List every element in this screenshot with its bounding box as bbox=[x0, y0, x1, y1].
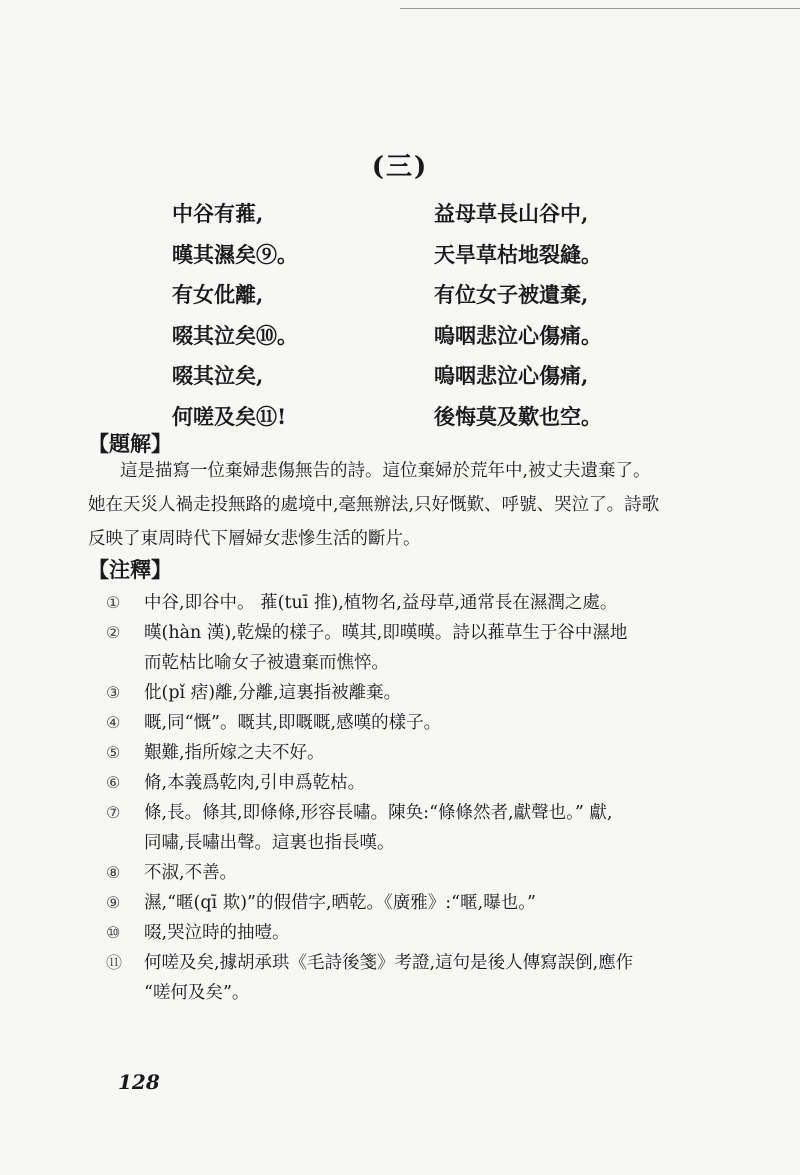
note-item bbox=[106, 858, 666, 888]
note-item bbox=[106, 768, 666, 798]
note-text: 濕,“暱(qī 欺)”的假借字,晒乾。《廣雅》:“暱,曝也。” bbox=[144, 893, 536, 913]
note-text: 艱難,指所嫁之夫不好。 bbox=[144, 743, 325, 763]
note-number: ⑪ bbox=[106, 953, 123, 972]
note-item bbox=[106, 798, 666, 858]
note-text: 同嘯,長嘯出聲。這裏也指長嘆。 bbox=[144, 833, 395, 853]
poem-translation-line: 嗚咽悲泣心傷痛。 bbox=[434, 322, 602, 348]
note-item bbox=[106, 948, 666, 1008]
note-item bbox=[106, 918, 666, 948]
poem-translation-line: 益母草長山谷中, bbox=[434, 201, 589, 226]
note-text: 中谷,即谷中。 蓷(tuī 推),植物名,益母草,通常長在濕潤之處。 bbox=[144, 593, 618, 613]
note-item bbox=[106, 588, 666, 618]
poem-translation-column bbox=[434, 194, 602, 437]
poem-original-line: 暵其濕矣⑨。 bbox=[172, 241, 298, 267]
poem-original-column bbox=[172, 194, 298, 437]
note-item bbox=[106, 888, 666, 918]
note-text: 脩,本義爲乾肉,引申爲乾枯。 bbox=[144, 773, 366, 793]
note-number: ⑨ bbox=[106, 893, 121, 912]
note-number: ④ bbox=[106, 713, 121, 732]
note-number: ① bbox=[106, 593, 121, 612]
poem-translation-line: 嗚咽悲泣心傷痛, bbox=[434, 363, 589, 388]
note-text: 何嗟及矣,據胡承珙《毛詩後箋》考證,這句是後人傳寫誤倒,應作 bbox=[144, 953, 634, 973]
poem-original-line: 啜其泣矣, bbox=[172, 363, 264, 388]
note-text: 條,長。條其,即條條,形容長嘯。陳奂:“條條然者,獻聲也。” 獻, bbox=[144, 803, 613, 823]
explanation-text: 這是描寫一位棄婦悲傷無告的詩。這位棄婦於荒年中,被丈夫遺棄了。她在天災人禍走投無路的處境中,毫無辦法,只好慨歎、呼號、哭泣了。詩歌反映了東周時代下層婦女悲慘生活的斷片。 bbox=[88, 461, 660, 549]
note-text: “嗟何及矣”。 bbox=[144, 983, 250, 1003]
explanation-heading: 【題解】 bbox=[88, 431, 172, 456]
note-text: 仳(pǐ 痞)離,分離,這裏指被離棄。 bbox=[144, 683, 402, 703]
note-number: ⑧ bbox=[106, 863, 121, 882]
note-text: 而乾枯比喻女子被遺棄而憔悴。 bbox=[144, 653, 389, 673]
poem-translation-line: 有位女子被遺棄, bbox=[434, 282, 589, 307]
note-item bbox=[106, 618, 666, 678]
poem-original-line: 啜其泣矣⑩。 bbox=[172, 322, 298, 348]
poem-original-line: 中谷有蓷, bbox=[172, 201, 264, 226]
notes-list bbox=[106, 588, 666, 1008]
note-text: 嘅,同“慨”。嘅其,即嘅嘅,感嘆的樣子。 bbox=[144, 713, 442, 733]
note-item bbox=[106, 708, 666, 738]
section-title: (三) bbox=[371, 152, 429, 182]
note-text: 啜,哭泣時的抽噎。 bbox=[144, 923, 290, 943]
note-number: ⑩ bbox=[106, 923, 121, 942]
note-number: ② bbox=[106, 623, 121, 642]
poem-original-line: 有女仳離, bbox=[172, 282, 264, 307]
poem-translation-line: 後悔莫及歎也空。 bbox=[434, 403, 602, 429]
note-number: ⑤ bbox=[106, 743, 121, 762]
note-number: ⑥ bbox=[106, 773, 121, 792]
note-number: ⑦ bbox=[106, 803, 121, 822]
poem-translation-line: 天旱草枯地裂縫。 bbox=[434, 241, 602, 267]
note-number: ③ bbox=[106, 683, 121, 702]
page-number: 128 bbox=[118, 1070, 160, 1094]
note-text: 不淑,不善。 bbox=[144, 863, 238, 883]
note-text: 暵(hàn 漢),乾燥的樣子。暵其,即暵暵。詩以蓷草生于谷中濕地 bbox=[144, 623, 628, 643]
poem-original-line: 何嗟及矣⑪! bbox=[172, 403, 287, 429]
note-item bbox=[106, 678, 666, 708]
note-item bbox=[106, 738, 666, 768]
notes-heading: 【注釋】 bbox=[88, 557, 172, 582]
top-rule bbox=[400, 8, 800, 9]
